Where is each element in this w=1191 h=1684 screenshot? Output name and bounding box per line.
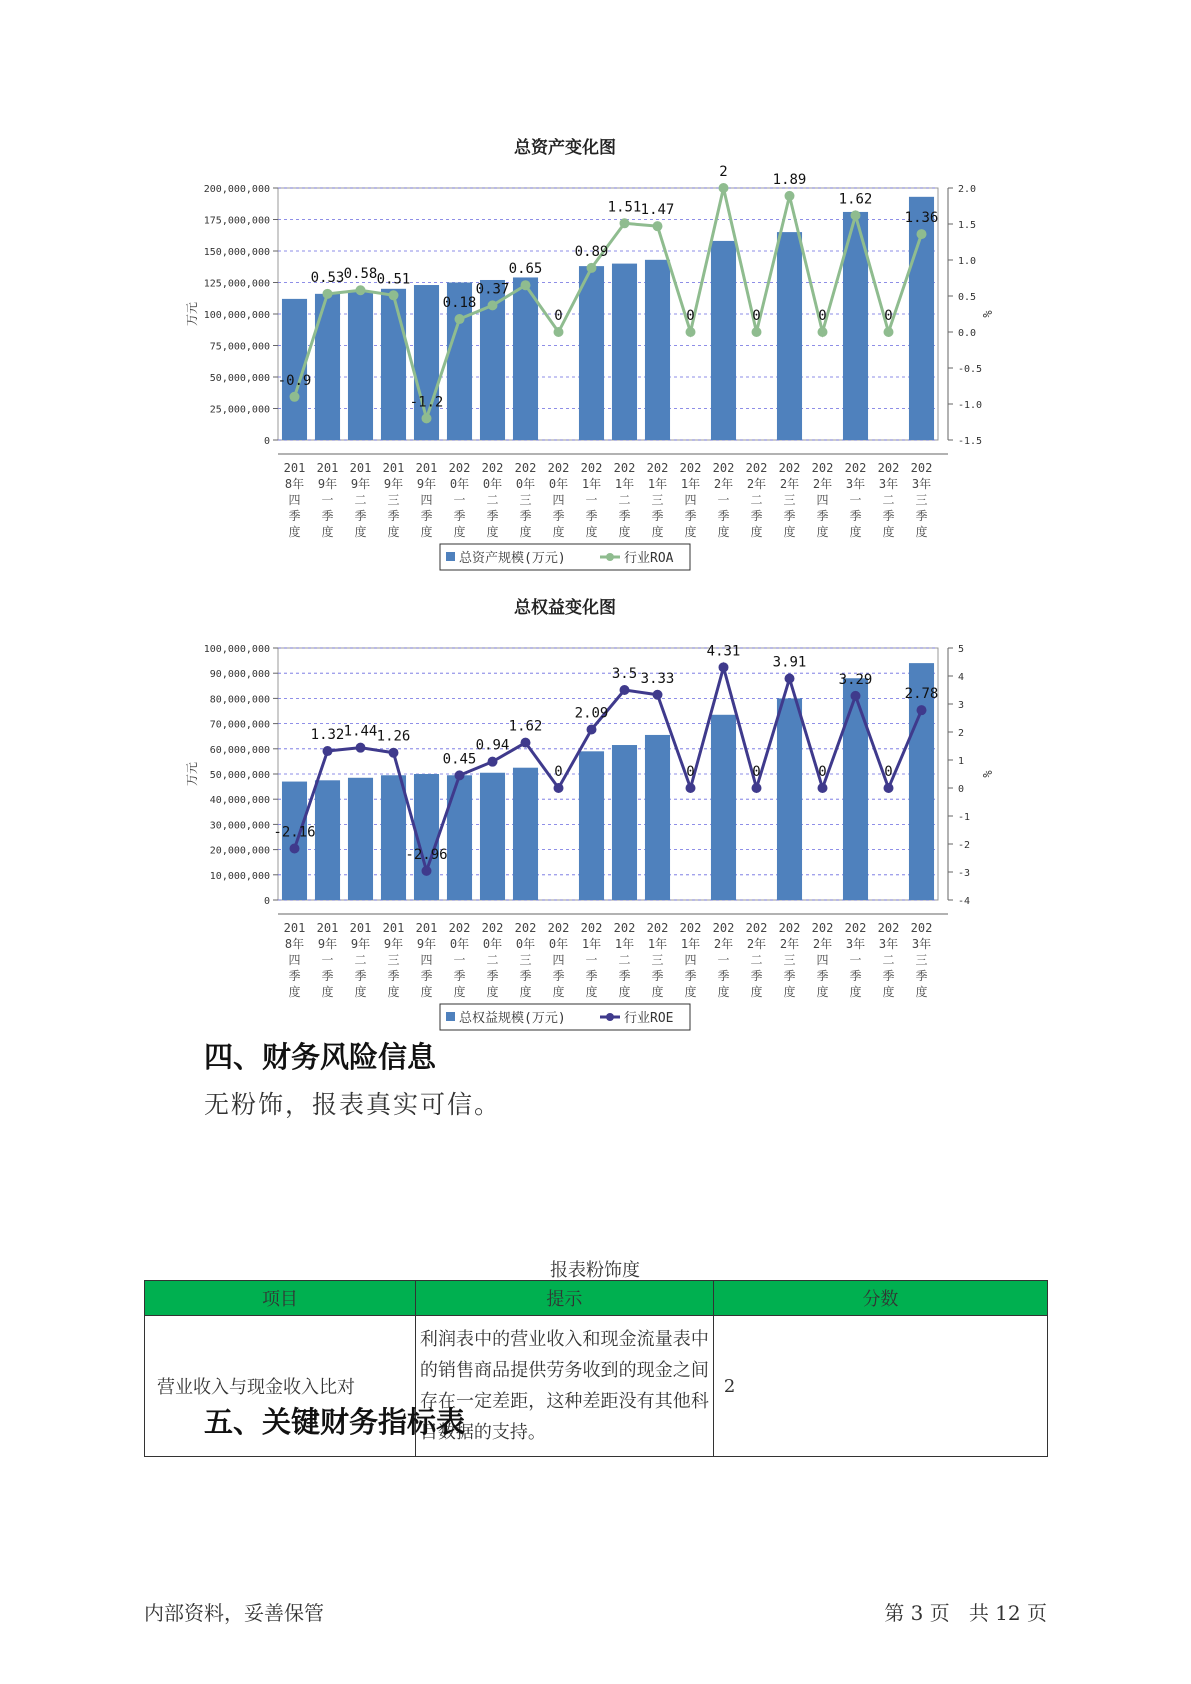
- x-tick-label: 202 3年三季度: [910, 921, 933, 999]
- table-header-row: [145, 1281, 1048, 1316]
- x-tick-label: 201 8年四季度: [283, 461, 306, 539]
- y2-tick-label: -1: [958, 812, 971, 823]
- y2-tick-label: 0: [958, 784, 965, 795]
- y2-tick-label: -1.5: [958, 436, 983, 447]
- x-tick-label: 202 2年一季度: [712, 461, 735, 539]
- data-label: 0: [884, 308, 893, 324]
- x-tick-label: 202 0年二季度: [481, 921, 504, 999]
- cell-score: 2: [713, 1316, 1047, 1457]
- y-axis-label: 万元: [185, 301, 199, 327]
- y2-tick-label: -0.5: [958, 364, 983, 375]
- y2-tick-label: -1.0: [958, 400, 983, 411]
- x-tick-label: 201 9年二季度: [349, 921, 372, 999]
- data-label: -0.9: [277, 372, 312, 389]
- y-axis-label: 万元: [185, 761, 199, 787]
- line-point: [785, 191, 795, 201]
- line-point: [422, 413, 432, 423]
- x-tick-label: 202 2年二季度: [745, 461, 768, 539]
- y-tick-label: 50,000,000: [209, 770, 270, 781]
- bar: [777, 698, 802, 900]
- data-label: 2.78: [904, 686, 939, 703]
- legend-swatch-dot: [606, 1013, 614, 1021]
- data-label: 0: [818, 308, 827, 324]
- x-tick-label: 202 0年四季度: [547, 461, 570, 539]
- line-point: [488, 757, 498, 767]
- data-label: 1.47: [640, 202, 675, 219]
- legend-label-bar: 总权益规模(万元): [459, 1011, 566, 1026]
- line-point: [917, 705, 927, 715]
- y2-tick-label: 2.0: [958, 184, 977, 195]
- y2-tick-label: 1.0: [958, 256, 977, 267]
- y-tick-label: 175,000,000: [203, 215, 270, 227]
- bar: [480, 773, 505, 900]
- data-label: 0.65: [508, 261, 543, 278]
- y-tick-label: 30,000,000: [209, 820, 270, 832]
- y-tick-label: 10,000,000: [209, 870, 270, 882]
- x-tick-label: 202 0年三季度: [514, 921, 537, 999]
- x-tick-label: 202 0年一季度: [448, 921, 471, 999]
- line-point: [290, 392, 300, 402]
- y-tick-label: 125,000,000: [203, 278, 270, 290]
- data-label: 1.26: [376, 728, 411, 745]
- x-tick-label: 202 3年一季度: [844, 461, 867, 539]
- line-point: [752, 783, 762, 793]
- bar: [711, 715, 736, 900]
- header-item: 项目: [145, 1281, 416, 1316]
- data-label: 0.53: [310, 269, 345, 286]
- footer-right: 第 3 页 共 12 页: [884, 1601, 1047, 1625]
- line-point: [455, 314, 465, 324]
- line-point: [851, 691, 861, 701]
- x-tick-label: 202 1年二季度: [613, 921, 636, 999]
- chart2-title: 总权益变化图: [514, 598, 616, 618]
- line-point: [521, 280, 531, 290]
- legend-swatch-bar: [446, 1012, 455, 1021]
- data-label: 0.58: [343, 266, 378, 283]
- data-label: 0: [884, 764, 893, 780]
- data-label: 1.44: [343, 723, 378, 740]
- data-label: 3.29: [838, 671, 873, 688]
- y-tick-label: 100,000,000: [203, 310, 270, 321]
- data-label: 1.51: [607, 199, 642, 216]
- y-tick-label: 70,000,000: [209, 719, 270, 731]
- data-label: 0: [554, 764, 563, 780]
- x-tick-label: 202 0年一季度: [448, 461, 471, 539]
- y2-tick-label: 5: [958, 644, 965, 655]
- y2-axis-label: %: [980, 770, 994, 778]
- line-point: [686, 783, 696, 793]
- line-point: [554, 327, 564, 337]
- x-tick-label: 202 2年四季度: [811, 921, 834, 999]
- x-tick-label: 202 2年四季度: [811, 461, 834, 539]
- y-tick-label: 150,000,000: [203, 247, 270, 258]
- y2-tick-label: 4: [958, 672, 965, 683]
- cell-item: 营业收入与现金收入比对: [145, 1316, 416, 1457]
- x-tick-label: 201 9年一季度: [316, 461, 339, 539]
- x-tick-label: 201 9年三季度: [382, 461, 405, 539]
- data-label: 0: [686, 308, 695, 324]
- bar: [843, 678, 868, 900]
- legend-swatch-bar: [446, 552, 455, 561]
- total-assets-chart: [0, 160, 1191, 580]
- total-equity-chart: [0, 620, 1191, 1040]
- data-label: 2.09: [574, 705, 609, 722]
- y2-tick-label: 1.5: [958, 220, 977, 231]
- line-point: [554, 783, 564, 793]
- data-label: 0: [554, 308, 563, 324]
- data-label: 1.62: [508, 718, 543, 735]
- legend-swatch-dot: [606, 553, 614, 561]
- y2-tick-label: 1: [958, 756, 965, 767]
- x-tick-label: 201 9年二季度: [349, 461, 372, 539]
- y-tick-label: 200,000,000: [203, 184, 270, 195]
- y2-tick-label: 3: [958, 700, 965, 711]
- table-caption: 报表粉饰度: [550, 1260, 640, 1281]
- data-label: 4.31: [706, 643, 741, 660]
- x-tick-label: 202 1年四季度: [679, 921, 702, 999]
- data-label: 1.62: [838, 191, 873, 208]
- data-label: -1.2: [409, 394, 444, 411]
- line-point: [356, 285, 366, 295]
- x-tick-label: 202 0年二季度: [481, 461, 504, 539]
- y-tick-label: 20,000,000: [209, 845, 270, 857]
- data-label: 1.89: [772, 171, 807, 188]
- line-point: [917, 229, 927, 239]
- x-tick-label: 201 9年四季度: [415, 921, 438, 999]
- bar: [315, 294, 340, 440]
- y-tick-label: 80,000,000: [209, 694, 270, 706]
- y2-tick-label: 2: [958, 728, 965, 739]
- line-point: [653, 221, 663, 231]
- y-tick-label: 50,000,000: [209, 373, 270, 384]
- section5-heading: 五、关键财务指标表: [204, 1405, 466, 1439]
- line-point: [884, 327, 894, 337]
- bar: [513, 277, 538, 440]
- line-point: [719, 662, 729, 672]
- x-tick-label: 201 9年一季度: [316, 921, 339, 999]
- x-tick-label: 202 1年三季度: [646, 461, 669, 539]
- x-tick-label: 202 1年一季度: [580, 461, 603, 539]
- line-point: [422, 866, 432, 876]
- bar: [777, 232, 802, 440]
- header-score: 分数: [713, 1281, 1047, 1316]
- chart1-title: 总资产变化图: [514, 138, 616, 158]
- data-label: 0.37: [475, 281, 510, 298]
- bar: [513, 768, 538, 900]
- bar: [447, 775, 472, 900]
- data-label: 0.18: [442, 295, 477, 312]
- line-point: [620, 685, 630, 695]
- bar: [612, 264, 637, 440]
- data-label: 0: [752, 308, 761, 324]
- y2-axis-label: %: [980, 310, 994, 318]
- data-label: 1.32: [310, 727, 345, 744]
- header-hint: 提示: [415, 1281, 713, 1316]
- line-point: [488, 300, 498, 310]
- x-tick-label: 202 1年四季度: [679, 461, 702, 539]
- bar: [315, 780, 340, 900]
- y-tick-label: 75,000,000: [209, 341, 270, 353]
- y-tick-label: 25,000,000: [209, 404, 270, 416]
- data-label: 0.94: [475, 737, 510, 754]
- x-tick-label: 202 2年三季度: [778, 461, 801, 539]
- bar: [282, 782, 307, 900]
- data-label: -2.16: [273, 824, 316, 841]
- y-tick-label: 90,000,000: [209, 669, 270, 681]
- line-point: [851, 210, 861, 220]
- x-tick-label: 202 3年三季度: [910, 461, 933, 539]
- x-tick-label: 202 0年四季度: [547, 921, 570, 999]
- x-tick-label: 202 3年一季度: [844, 921, 867, 999]
- line-point: [587, 724, 597, 734]
- line-point: [521, 738, 531, 748]
- y2-tick-label: 0.5: [958, 292, 977, 303]
- line-point: [818, 783, 828, 793]
- y2-tick-label: -3: [958, 868, 971, 879]
- x-tick-label: 202 3年二季度: [877, 461, 900, 539]
- data-label: 3.5: [611, 666, 638, 682]
- bar: [348, 291, 373, 440]
- line-point: [818, 327, 828, 337]
- y-tick-label: 100,000,000: [203, 644, 270, 655]
- data-label: 3.91: [772, 654, 807, 671]
- y-tick-label: 60,000,000: [209, 744, 270, 756]
- y2-tick-label: -2: [958, 840, 971, 851]
- data-label: 2: [719, 164, 728, 180]
- x-tick-label: 201 9年三季度: [382, 921, 405, 999]
- line-point: [587, 263, 597, 273]
- x-tick-label: 202 0年三季度: [514, 461, 537, 539]
- bar: [579, 751, 604, 900]
- legend-label-line: 行业ROE: [624, 1011, 674, 1026]
- data-label: 0: [752, 764, 761, 780]
- section4-heading: 四、财务风险信息: [204, 1040, 437, 1074]
- data-label: 0: [686, 764, 695, 780]
- y2-tick-label: -4: [958, 896, 971, 907]
- line-point: [884, 783, 894, 793]
- data-label: 0.45: [442, 751, 477, 768]
- bar: [645, 735, 670, 900]
- bar: [711, 241, 736, 440]
- line-point: [653, 690, 663, 700]
- x-tick-label: 202 2年一季度: [712, 921, 735, 999]
- x-tick-label: 202 2年二季度: [745, 921, 768, 999]
- bar: [348, 778, 373, 900]
- line-point: [752, 327, 762, 337]
- legend-label-bar: 总资产规模(万元): [459, 551, 566, 566]
- x-tick-label: 202 2年三季度: [778, 921, 801, 999]
- footer-left: 内部资料，妥善保管: [144, 1601, 324, 1625]
- data-label: 0.51: [376, 271, 411, 288]
- data-label: 1.36: [904, 210, 939, 227]
- line-point: [785, 674, 795, 684]
- y-tick-label: 0: [263, 436, 270, 447]
- line-point: [719, 183, 729, 193]
- x-tick-label: 202 1年三季度: [646, 921, 669, 999]
- data-label: 0.89: [574, 243, 609, 260]
- line-point: [389, 748, 399, 758]
- line-point: [323, 746, 333, 756]
- x-tick-label: 202 1年一季度: [580, 921, 603, 999]
- bar: [579, 266, 604, 440]
- bar: [381, 289, 406, 440]
- line-point: [389, 290, 399, 300]
- line-point: [686, 327, 696, 337]
- x-tick-label: 201 8年四季度: [283, 921, 306, 999]
- data-label: -2.96: [405, 846, 448, 863]
- y2-tick-label: 0.0: [958, 328, 977, 339]
- y-tick-label: 40,000,000: [209, 795, 270, 807]
- y-tick-label: 0: [263, 896, 270, 907]
- line-point: [455, 770, 465, 780]
- line-point: [290, 843, 300, 853]
- cell-hint: 利润表中的营业收入和现金流量表中的销售商品提供劳务收到的现金之间存在一定差距，这种差距没有其他科目数据的支持。: [415, 1316, 713, 1457]
- x-tick-label: 202 1年二季度: [613, 461, 636, 539]
- bar: [612, 745, 637, 900]
- bar: [381, 775, 406, 900]
- section4-text: 无粉饰，报表真实可信。: [204, 1090, 502, 1119]
- data-label: 0: [818, 764, 827, 780]
- legend-label-line: 行业ROA: [624, 551, 674, 566]
- bar: [645, 260, 670, 440]
- line-point: [323, 289, 333, 299]
- line-point: [620, 218, 630, 228]
- line-point: [356, 743, 366, 753]
- data-label: 3.33: [640, 670, 675, 687]
- x-tick-label: 201 9年四季度: [415, 461, 438, 539]
- x-tick-label: 202 3年二季度: [877, 921, 900, 999]
